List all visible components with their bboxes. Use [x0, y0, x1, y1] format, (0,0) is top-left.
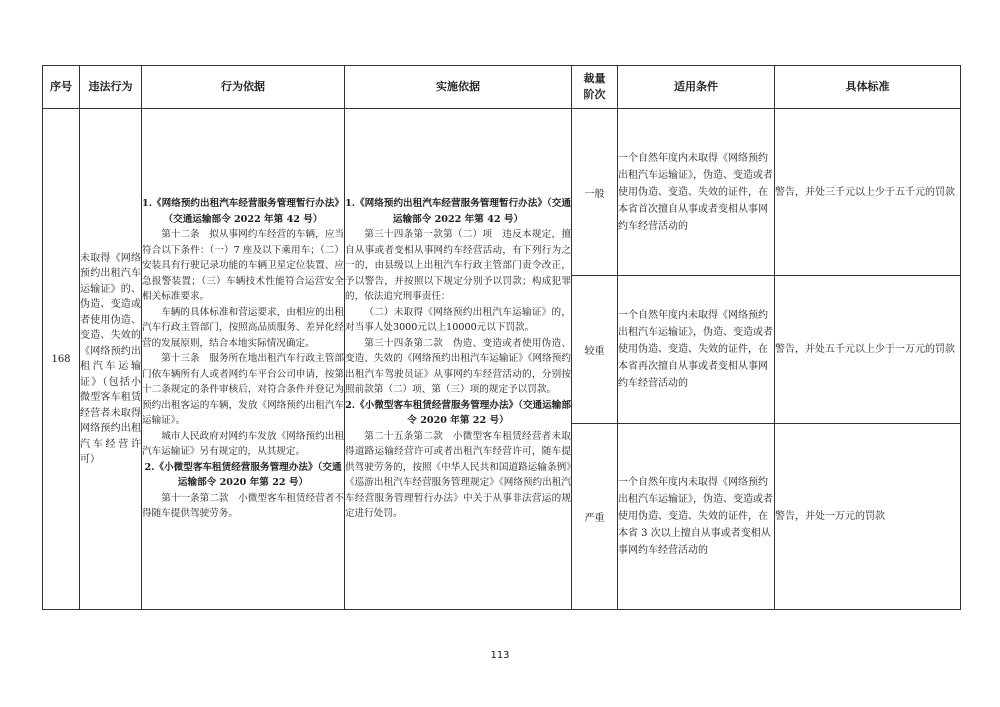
table-row [43, 109, 961, 276]
tier-standard-severe: 警告，并处一万元的罚款 [775, 424, 961, 610]
basis-article-12: 第十二条 拟从事网约车经营的车辆，应当符合以下条件：（一）7 座及以下乘用车；（二）安装具有行驶记录功能的车辆卫星定位装置、应急报警装置；（三）车辆技术性能符合运营安全相关标准要求。 [142, 229, 344, 303]
header-no: 序号 [43, 66, 80, 109]
basis-city-rule: 城市人民政府对网约车发放《网络预约出租汽车运输证》另有规定的，从其规定。 [142, 430, 344, 458]
tier-standard-serious: 警告，并处五千元以上少于一万元的罚款 [775, 276, 961, 424]
tier-level-serious: 较重 [572, 276, 618, 424]
impl-article-34-2: 第三十四条第二款 伪造、变造或者使用伪造、变造、失效的《网络预约出租汽车运输证》《网络预约出租汽车驾驶员证》从事网约车经营活动的，分别按照前款第（二）项、第（三）项的规定予以罚款。 [345, 337, 571, 396]
header-standard: 具体标准 [775, 66, 961, 109]
tier-condition-serious: 一个自然年度内未取得《网络预约出租汽车运输证》，伪造、变造或者使用伪造、变造、失效的证件，在本省再次擅自从事或者变相从事网约车经营活动的 [618, 276, 775, 424]
impl-article-34-1: 第三十四条第一款第（二）项 违反本规定，擅自从事或者变相从事网约车经营活动，有下列行为之一的，由县级以上出租汽车行政主管部门责令改正，予以警告，并按照以下规定分别予以罚款；构成犯罪的，依法追究刑事责任： [345, 229, 571, 303]
impl-item-2: （二）未取得《网络预约出租汽车运输证》的，对当事人处3000元以上10000元以下罚款。 [345, 306, 571, 334]
header-basis: 行为依据 [142, 66, 345, 109]
basis-article-11: 第十一条第二款 小微型客车租赁经营者不得随车提供驾驶劳务。 [142, 492, 344, 520]
impl-title-1: 1.《网络预约出租汽车经营服务管理暂行办法》（交通运输部令 2022 年第 42 号） [345, 198, 571, 225]
basis-title-2: 2.《小微型客车租赁经营服务管理办法》（交通运输部令 2020 年第 22 号） [144, 461, 342, 489]
tier-level-severe: 严重 [572, 424, 618, 610]
impl-title-2: 2.《小微型客车租赁经营服务管理办法》（交通运输部令 2020 年第 22 号） [345, 399, 571, 427]
basis-vehicle-standards: 车辆的具体标准和营运要求，由相应的出租汽车行政主管部门，按照高品质服务、差异化经营的发展原则，结合本地实际情况确定。 [142, 306, 344, 349]
tier-condition-severe: 一个自然年度内未取得《网络预约出租汽车运输证》，伪造、变造或者使用伪造、变造、失效的证件，在本省 3 次以上擅自从事或者变相从事网约车经营活动的 [618, 424, 775, 610]
basis-title-1: 1.《网络预约出租汽车经营服务管理暂行办法》（交通运输部令 2022 年第 42 号） [142, 198, 344, 225]
tier-condition-general: 一个自然年度内未取得《网络预约出租汽车运输证》，伪造、变造或者使用伪造、变造、失效的证件，在本省首次擅自从事或者变相从事网约车经营活动的 [618, 109, 775, 276]
table-header-row [43, 66, 961, 109]
implementation-basis [345, 109, 572, 610]
header-violation: 违法行为 [80, 66, 142, 109]
penalty-discretion-table [42, 65, 961, 610]
violation-description: 未取得《网络预约出租汽车运输证》的、伪造、变造或者使用伪造、变造、失效的《网络预约出租汽车运输证》（包括小微型客车租赁经营者未取得网络预约出租汽车经营许可） [80, 109, 142, 610]
header-conditions: 适用条件 [618, 66, 775, 109]
basis-article-13: 第十三条 服务所在地出租汽车行政主管部门依车辆所有人或者网约车平台公司申请，按第十二条规定的条件审核后，对符合条件并登记为预约出租客运的车辆，发放《网络预约出租汽车运输证》。 [142, 353, 344, 427]
row-number: 168 [43, 109, 80, 610]
tier-standard-general: 警告，并处三千元以上少于五千元的罚款 [775, 109, 961, 276]
behavior-basis [142, 109, 345, 610]
header-level [572, 66, 618, 109]
tier-level-general: 一般 [572, 109, 618, 276]
page-number: 113 [490, 650, 510, 661]
impl-article-25: 第二十五条第二款 小微型客车租赁经营者未取得道路运输经营许可或者出租汽车经营许可，随车提供驾驶劳务的，按照《中华人民共和国道路运输条例》《巡游出租汽车经营服务管理规定》《网络预约出租汽车经营服务管理暂行办法》中关于从事非法营运的规定进行处罚。 [345, 430, 571, 520]
header-level-text: 裁量阶次 [583, 72, 606, 101]
header-implementation: 实施依据 [345, 66, 572, 109]
